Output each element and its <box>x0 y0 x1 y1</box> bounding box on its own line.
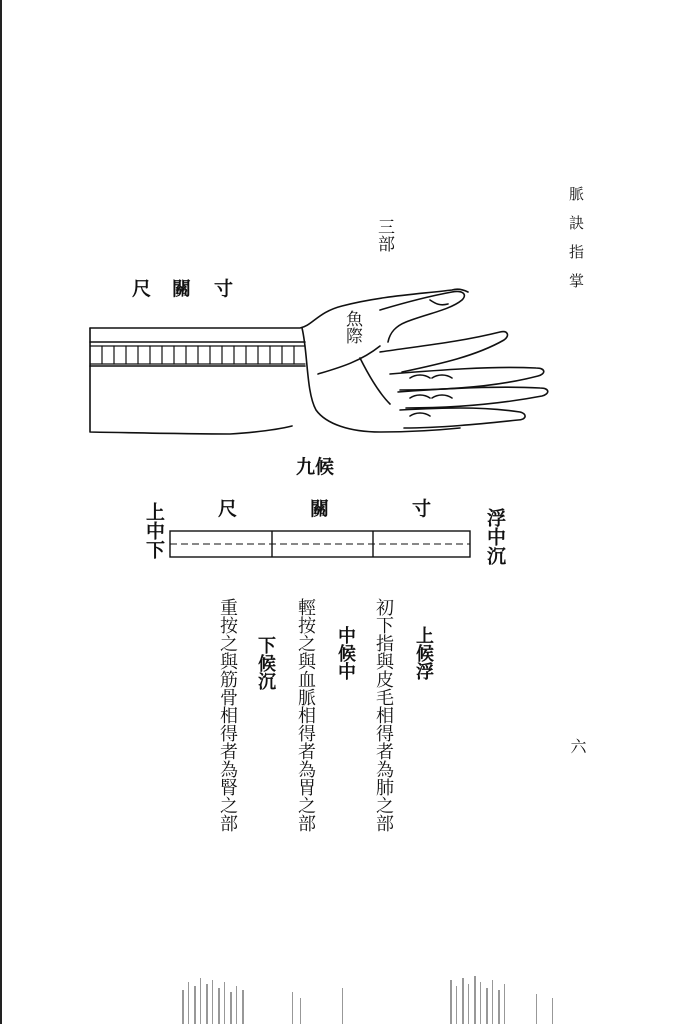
pulse-band <box>90 346 305 364</box>
thumbnail <box>430 300 448 305</box>
forearm-bottom-outline <box>90 328 292 434</box>
knuckle <box>432 395 452 398</box>
arm-label-chi: 尺 <box>132 278 152 300</box>
running-head: 脈訣指掌 <box>567 186 585 302</box>
finger-ring <box>398 387 548 408</box>
jiuhou-label: 九候 <box>296 456 335 478</box>
arm-label-cun: 寸 <box>214 278 234 300</box>
knuckle <box>410 413 430 416</box>
forearm-top-outline <box>90 289 468 328</box>
middle-desc: 輕按之與血脈相得者為胃之部 <box>295 598 316 832</box>
sanbu-label: 三部 <box>374 218 394 252</box>
scan-noise <box>160 972 580 1024</box>
chart-right-labels: 浮中沉 <box>484 508 506 565</box>
chart-left-labels: 上中下 <box>143 502 165 559</box>
palm-crease <box>318 346 380 374</box>
chart-label-chi: 尺 <box>218 498 238 520</box>
knuckle <box>432 375 452 378</box>
lower-desc: 重按之與筋骨相得者為腎之部 <box>217 598 238 832</box>
knuckle <box>410 395 430 398</box>
knuckle <box>410 375 430 378</box>
page-number: 六 <box>568 738 587 754</box>
upper-desc: 初下指與皮毛相得者為肺之部 <box>373 598 394 832</box>
hand-diagram <box>80 282 560 447</box>
middle-title: 中候中 <box>335 626 356 680</box>
yuji-label: 魚際 <box>342 310 362 344</box>
position-chart <box>165 528 475 560</box>
arm-label-guan: 關 <box>172 278 192 300</box>
upper-title: 上候浮 <box>413 626 434 680</box>
thumb-outline <box>380 291 464 342</box>
chart-label-guan: 關 <box>310 498 330 520</box>
finger-index <box>380 332 507 372</box>
chart-label-cun: 寸 <box>412 498 432 520</box>
palm-crease <box>360 358 390 404</box>
lower-title: 下候沉 <box>255 636 276 690</box>
finger-little <box>400 408 525 428</box>
page-left-edge <box>0 0 2 1024</box>
